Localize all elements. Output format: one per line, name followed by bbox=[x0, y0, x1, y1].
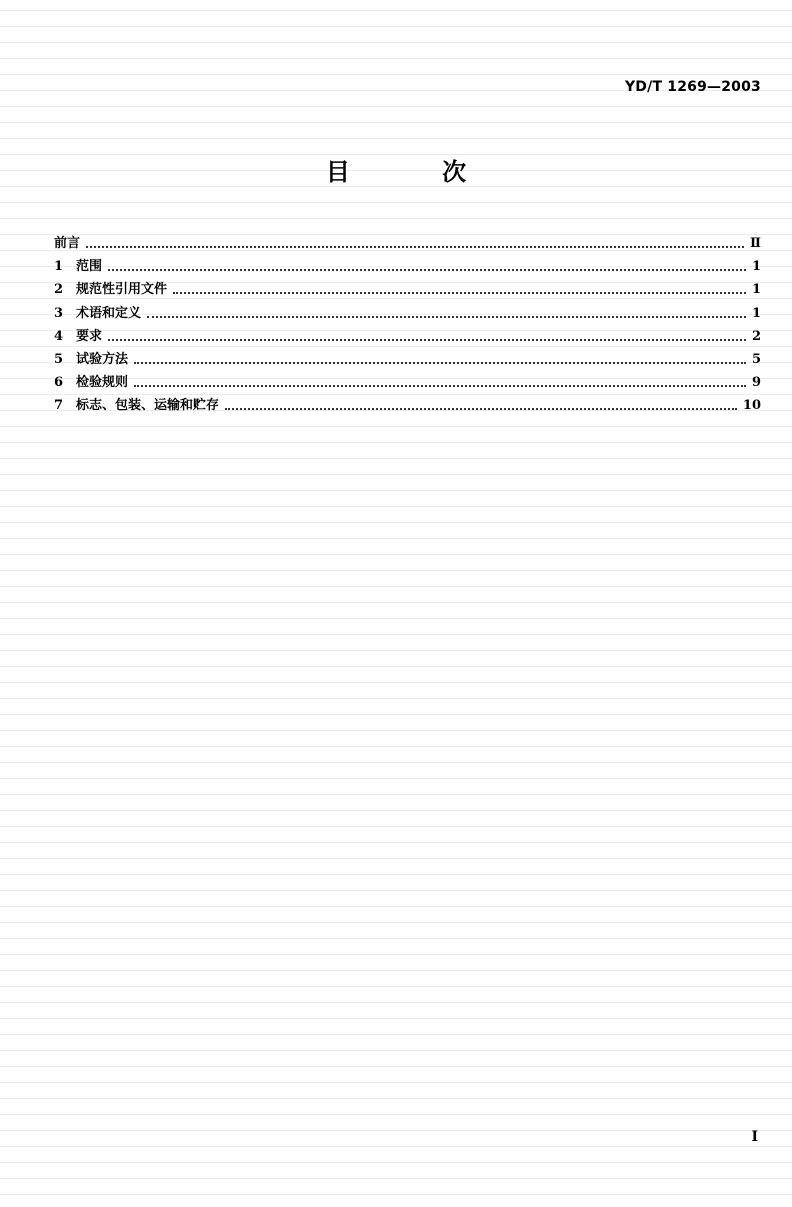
toc-leader-dots bbox=[108, 268, 746, 271]
toc-entry-number: 1 bbox=[54, 259, 64, 275]
toc-entry-label: 要求 bbox=[76, 328, 103, 344]
toc-entry-terms-definitions[interactable] bbox=[54, 302, 761, 325]
toc-entry-page: 10 bbox=[742, 398, 761, 414]
toc-entry-label: 标志、包装、运输和贮存 bbox=[76, 398, 220, 414]
toc-entry-label: 术语和定义 bbox=[76, 305, 142, 321]
toc-entry-test-methods[interactable] bbox=[54, 348, 761, 371]
page-number: I bbox=[751, 1129, 758, 1145]
toc-entry-page: Ⅱ bbox=[750, 236, 761, 251]
toc-entry-page: 5 bbox=[751, 351, 761, 367]
toc-leader-dots bbox=[108, 338, 746, 341]
table-of-contents bbox=[54, 232, 761, 418]
toc-entry-number: 7 bbox=[54, 398, 64, 414]
toc-leader-dots bbox=[86, 245, 744, 248]
toc-entry-normative-references[interactable] bbox=[54, 278, 761, 301]
toc-entry-number: 5 bbox=[54, 351, 64, 367]
toc-entry-page: 1 bbox=[751, 259, 761, 275]
toc-entry-requirements[interactable] bbox=[54, 325, 761, 348]
toc-leader-dots bbox=[134, 361, 746, 364]
toc-entry-label: 规范性引用文件 bbox=[76, 282, 168, 298]
toc-leader-dots bbox=[147, 315, 746, 318]
toc-entry-label: 检验规则 bbox=[76, 375, 129, 391]
toc-entry-number: 4 bbox=[54, 328, 64, 344]
toc-entry-foreword[interactable] bbox=[54, 232, 761, 255]
toc-leader-dots bbox=[225, 407, 737, 410]
toc-entry-label: 范围 bbox=[76, 259, 103, 275]
toc-entry-page: 1 bbox=[751, 305, 761, 321]
toc-entry-inspection-rules[interactable] bbox=[54, 371, 761, 394]
toc-entry-page: 2 bbox=[751, 328, 761, 344]
standard-number: YD/T 1269—2003 bbox=[624, 79, 761, 95]
toc-leader-dots bbox=[173, 291, 746, 294]
toc-entry-label: 试验方法 bbox=[76, 351, 129, 367]
toc-entry-marking-packaging[interactable] bbox=[54, 394, 761, 417]
toc-entry-page: 9 bbox=[751, 375, 761, 391]
toc-entry-label: 前言 bbox=[54, 236, 81, 251]
toc-entry-number: 6 bbox=[54, 375, 64, 391]
toc-entry-scope[interactable] bbox=[54, 255, 761, 278]
toc-title: 目 次 bbox=[325, 158, 509, 186]
toc-leader-dots bbox=[134, 384, 746, 387]
toc-entry-number: 3 bbox=[54, 305, 64, 321]
toc-entry-page: 1 bbox=[751, 282, 761, 298]
toc-entry-number: 2 bbox=[54, 282, 64, 298]
